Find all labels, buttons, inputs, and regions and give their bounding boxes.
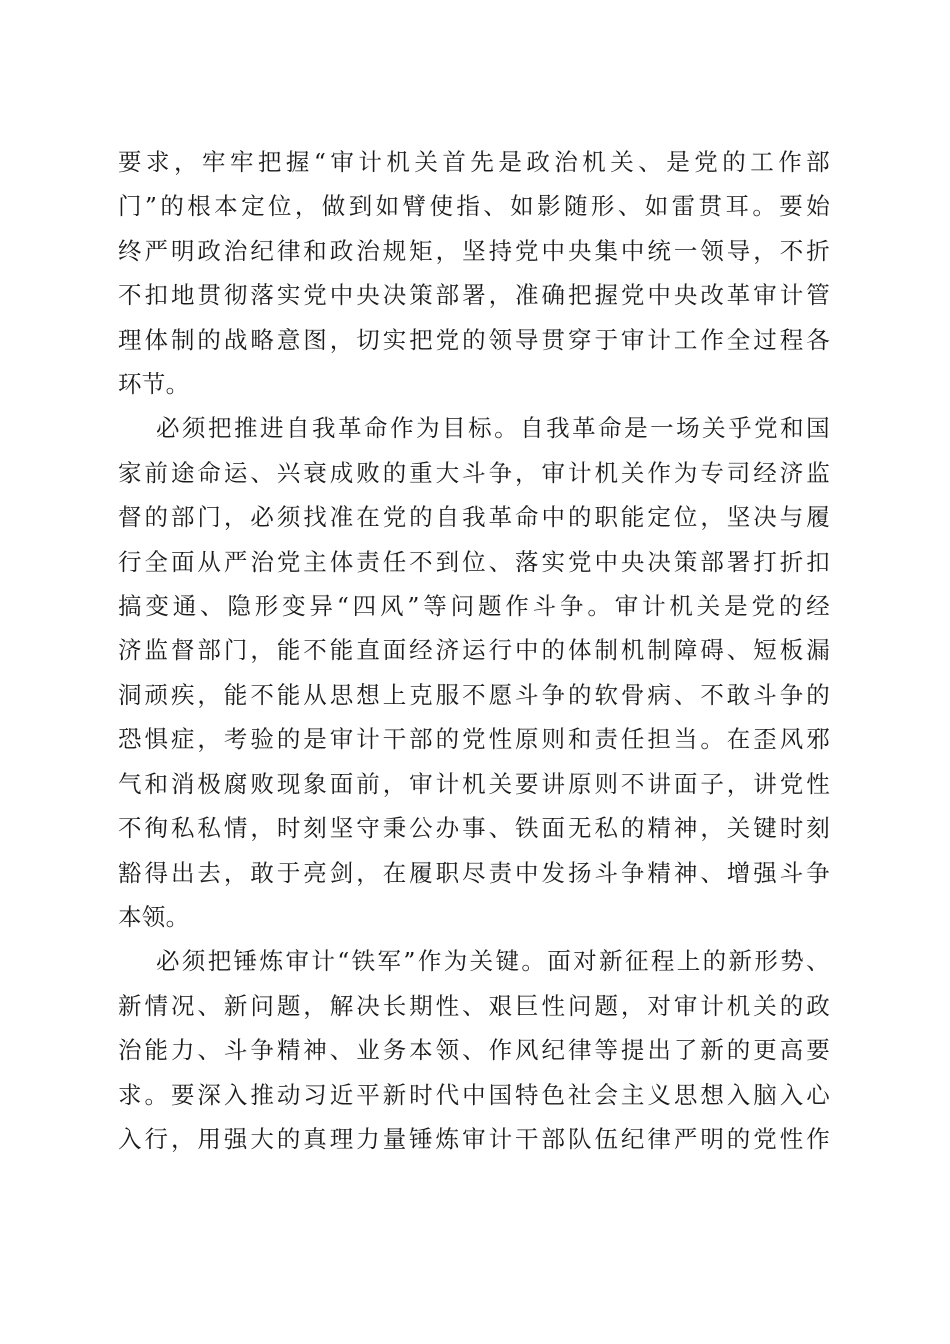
text-line: 气和消极腐败现象面前，审计机关要讲原则不讲面子，讲党性 [118,769,830,798]
text-line: 要求，牢牢把握“审计机关首先是政治机关、是党的工作部 [118,148,830,176]
text-line: 新情况、新问题，解决长期性、艰巨性问题，对审计机关的政 [118,991,830,1020]
text-line: 恐惧症，考验的是审计干部的党性原则和责任担当。在歪风邪 [118,725,830,754]
text-line: 求。要深入推动习近平新时代中国特色社会主义思想入脑入心 [118,1080,830,1109]
text-line: 终严明政治纪律和政治规矩，坚持党中央集中统一领导，不折 [118,236,830,265]
text-line: 本领。 [118,902,190,931]
text-line: 环节。 [118,370,190,399]
text-line: 治能力、斗争精神、业务本领、作风纪律等提出了新的更高要 [118,1036,830,1065]
text-line: 入行，用强大的真理力量锤炼审计干部队伍纪律严明的党性作 [118,1124,830,1153]
text-line: 行全面从严治党主体责任不到位、落实党中央决策部署打折扣 [118,547,830,576]
text-line: 督的部门，必须找准在党的自我革命中的职能定位，坚决与履 [118,503,830,532]
text-line: 家前途命运、兴衰成败的重大斗争，审计机关作为专司经济监 [118,458,830,487]
text-line: 洞顽疾，能不能从思想上克服不愿斗争的软骨病、不敢斗争的 [118,680,830,709]
text-line: 门”的根本定位，做到如臂使指、如影随形、如雷贯耳。要始 [118,192,830,221]
paragraph-start-line: 必须把锤炼审计“铁军”作为关键。面对新征程上的新形势、 [156,947,830,976]
text-line: 理体制的战略意图，切实把党的领导贯穿于审计工作全过程各 [118,325,830,354]
text-line: 不徇私私情，时刻坚守秉公办事、铁面无私的精神，关键时刻 [118,814,830,843]
body-text [118,140,830,1161]
paragraph-start-line: 必须把推进自我革命作为目标。自我革命是一场关乎党和国 [156,414,830,443]
text-line: 济监督部门，能不能直面经济运行中的体制机制障碍、短板漏 [118,636,830,665]
text-line: 搞变通、隐形变异“四风”等问题作斗争。审计机关是党的经 [118,592,830,621]
text-line: 豁得出去，敢于亮剑，在履职尽责中发扬斗争精神、增强斗争 [118,858,830,887]
text-line: 不扣地贯彻落实党中央决策部署，准确把握党中央改革审计管 [118,281,830,310]
